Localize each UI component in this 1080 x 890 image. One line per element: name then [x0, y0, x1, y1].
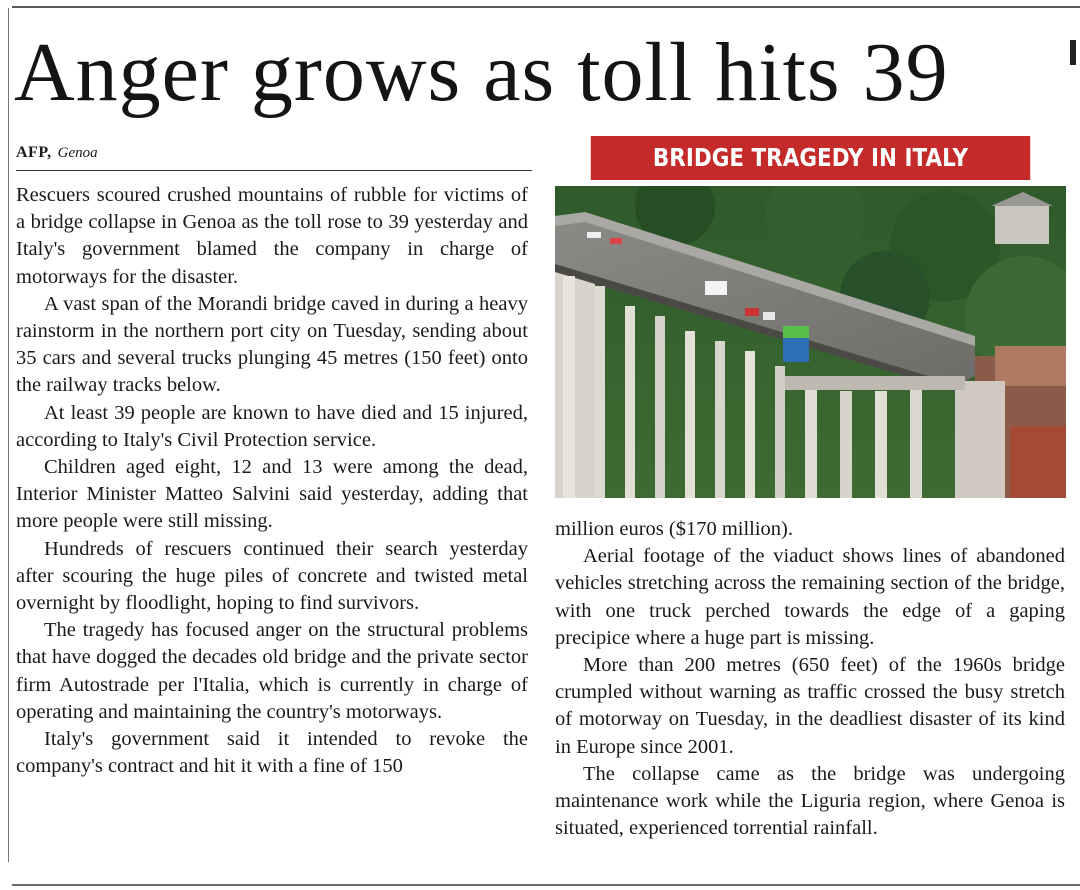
- paragraph: Children aged eight, 12 and 13 were among the dead, Interior Minister Matteo Salvini said yesterday, adding that more people were still missing.: [16, 456, 528, 533]
- paragraph: Italy's government said it intended to revoke the company's contract and hit it with a fine of 150: [16, 728, 528, 778]
- paragraph: More than 200 metres (650 feet) of the 1960s bridge crumpled without warning as traffic crossed the busy stretch of motorway on Tuesday, in the deadliest disaster of its kind in Europe since 2001.: [555, 654, 1065, 758]
- paragraph: million euros ($170 million).: [555, 518, 794, 540]
- article-column-right: [555, 516, 1065, 842]
- top-rule: [12, 6, 1080, 8]
- bridge-photo: [555, 186, 1066, 498]
- bottom-rule: [12, 884, 1080, 886]
- paragraph: The collapse came as the bridge was undergoing maintenance work while the Liguria region, where Genoa is situated, experienced torrential rainfall.: [555, 762, 1065, 840]
- paragraph: Rescuers scoured crushed mountains of rubble for victims of a bridge collapse in Genoa as the toll rose to 39 yesterday and Italy's government blamed the company in charge of motorways for the disaster.: [16, 184, 528, 288]
- article-column-left: [16, 182, 528, 780]
- byline-agency: AFP,: [16, 144, 52, 161]
- page-edge-left: [8, 8, 9, 862]
- paragraph: The tragedy has focused anger on the structural problems that have dogged the decades old bridge and the private sector firm Autostrade per l'Italia, which is currently in charge of operating and maintaining the country's motorways.: [16, 619, 528, 723]
- byline-location: Genoa: [57, 145, 98, 161]
- paragraph: Aerial footage of the viaduct shows lines of abandoned vehicles stretching across the remaining section of the bridge, with one truck perched towards the edge of a gaping precipice where a huge part is missing.: [555, 545, 1065, 649]
- photo-banner: BRIDGE TRAGEDY IN ITALY: [591, 136, 1030, 180]
- paragraph: Hundreds of rescuers continued their search yesterday after scouring the huge piles of concrete and twisted metal overnight by floodlight, hoping to find survivors.: [16, 537, 528, 615]
- bridge-photo-illustration: [555, 186, 1066, 498]
- headline: Anger grows as toll hits 39: [14, 26, 949, 119]
- paragraph: A vast span of the Morandi bridge caved in during a heavy rainstorm in the northern port city on Tuesday, sending about 35 cars and several trucks plunging 45 metres (150 feet) onto the railway tracks below.: [16, 292, 528, 397]
- paragraph: At least 39 people are known to have died and 15 injured, according to Italy's Civil Protection service.: [16, 401, 528, 451]
- byline: [16, 142, 532, 171]
